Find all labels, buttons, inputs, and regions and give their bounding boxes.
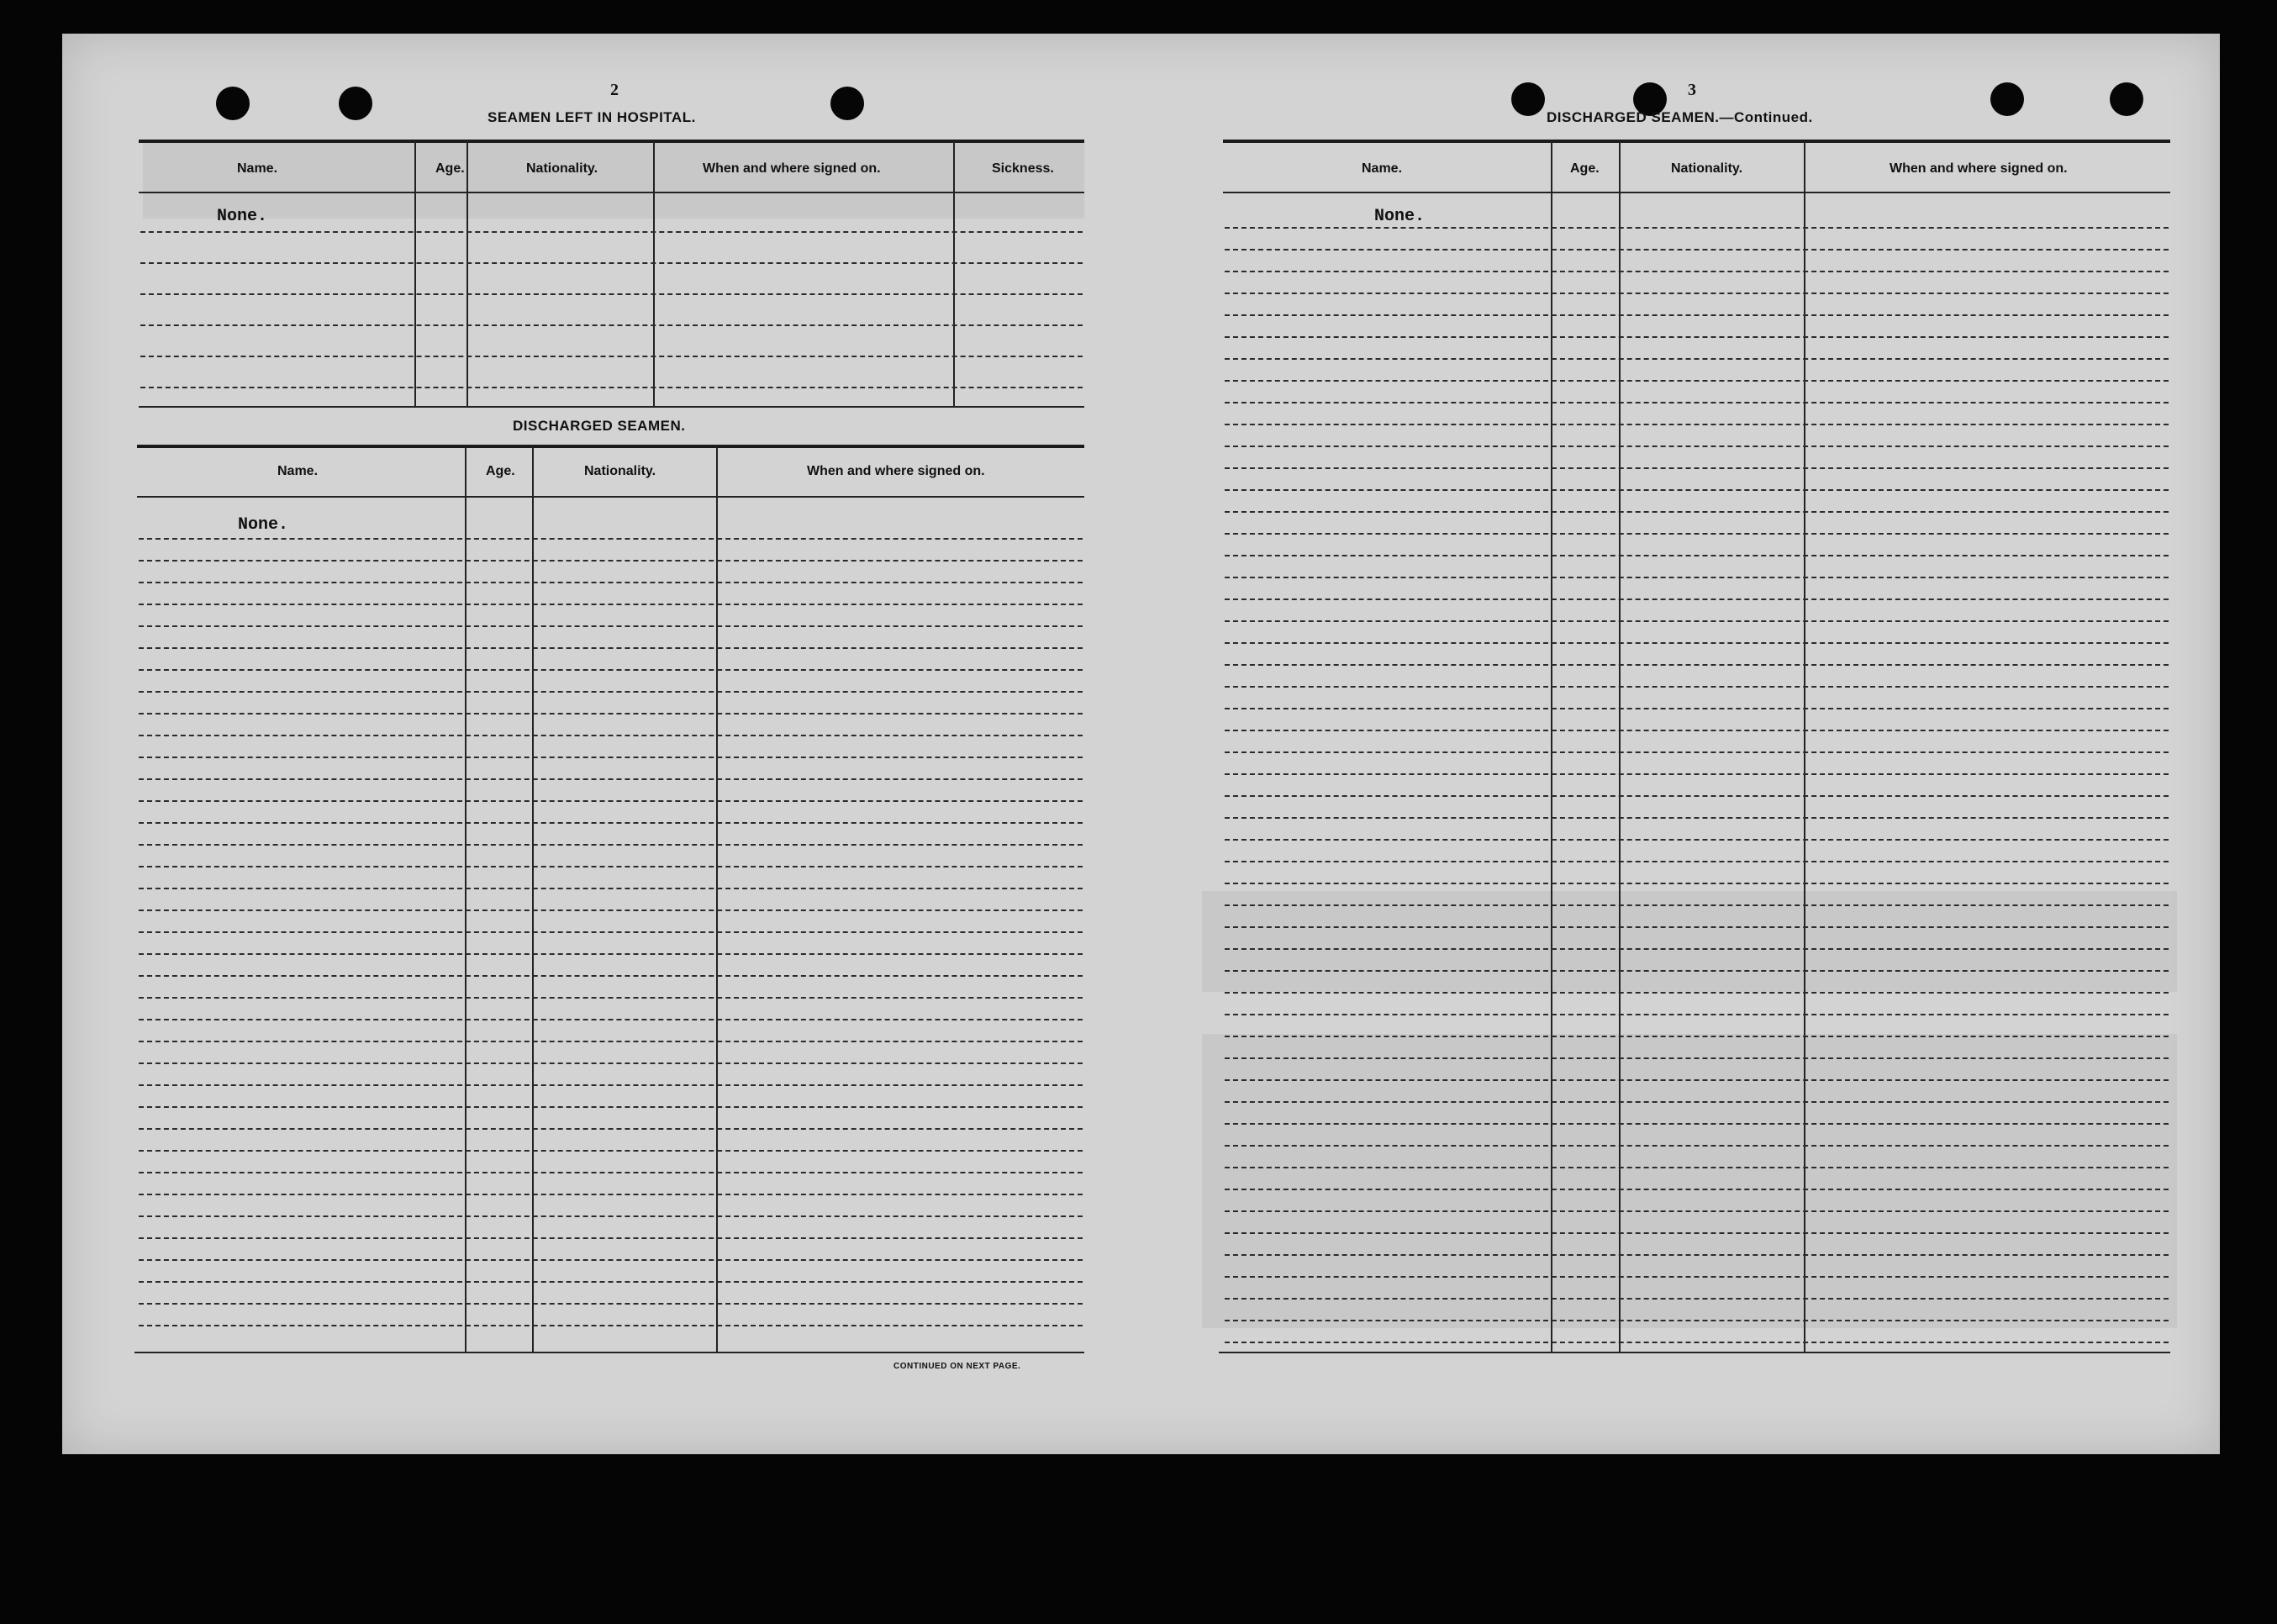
ruled-line xyxy=(139,844,1083,846)
ruled-line xyxy=(1225,664,2169,666)
ruled-line xyxy=(1225,992,2169,994)
ruled-line xyxy=(139,1019,1083,1020)
ruled-line xyxy=(139,866,1083,867)
binder-hole xyxy=(830,87,864,120)
ruled-line xyxy=(140,324,1083,326)
discharged-col-nationality: Nationality. xyxy=(584,464,656,478)
ruled-line xyxy=(1225,227,2169,229)
ruled-line xyxy=(1225,446,2169,447)
discharged-table-header-rule xyxy=(137,496,1084,498)
ruled-line xyxy=(1225,577,2169,578)
ruled-line xyxy=(139,1237,1083,1239)
ruled-line xyxy=(139,1084,1083,1086)
ruled-line xyxy=(1225,948,2169,950)
hospital-col-divider xyxy=(653,141,655,406)
hospital-col-name: Name. xyxy=(237,161,278,176)
ruled-line xyxy=(139,1259,1083,1261)
ruled-line xyxy=(140,387,1083,388)
continued-col-divider xyxy=(1804,141,1805,1352)
ruled-line xyxy=(139,800,1083,802)
ruled-line xyxy=(1225,271,2169,272)
ruled-line xyxy=(1225,620,2169,622)
hospital-col-nationality: Nationality. xyxy=(526,161,598,176)
continued-col-age: Age. xyxy=(1570,161,1600,176)
ruled-line xyxy=(1225,1298,2169,1300)
ruled-line xyxy=(1225,1342,2169,1343)
ruled-line xyxy=(1225,1189,2169,1190)
discharged-table-top-rule xyxy=(137,445,1084,448)
continued-table-header-rule xyxy=(1223,192,2170,193)
ruled-line xyxy=(1225,467,2169,469)
ruled-line xyxy=(1225,1145,2169,1147)
hospital-section-title: SEAMEN LEFT IN HOSPITAL. xyxy=(488,109,696,125)
hospital-col-sickness: Sickness. xyxy=(992,161,1054,176)
ruled-line xyxy=(139,953,1083,955)
ruled-line xyxy=(139,538,1083,540)
ruled-line xyxy=(139,1303,1083,1305)
bleed-through-text xyxy=(1202,1034,2177,1328)
continued-table-bottom-rule xyxy=(1219,1352,2170,1353)
discharged-continued-title: DISCHARGED SEAMEN.—Continued. xyxy=(1547,109,1813,125)
ruled-line xyxy=(1225,730,2169,731)
ruled-line xyxy=(1225,380,2169,382)
hospital-table-header-rule xyxy=(139,192,1084,193)
ruled-line xyxy=(139,910,1083,911)
ruled-line xyxy=(1225,839,2169,841)
ruled-line xyxy=(139,757,1083,758)
ruled-line xyxy=(1225,249,2169,250)
ruled-line xyxy=(139,997,1083,999)
ruled-line xyxy=(1225,883,2169,884)
discharged-table-bottom-rule xyxy=(134,1352,1084,1353)
bleed-through-text xyxy=(143,143,1084,219)
ruled-line xyxy=(139,625,1083,627)
ruled-line xyxy=(139,1106,1083,1108)
discharged-section-title: DISCHARGED SEAMEN. xyxy=(513,418,686,434)
page-number-left: 2 xyxy=(610,81,619,99)
hospital-col-divider xyxy=(414,141,416,406)
ruled-line xyxy=(139,560,1083,562)
ruled-line xyxy=(1225,817,2169,819)
ruled-line xyxy=(139,1215,1083,1217)
ruled-line xyxy=(1225,926,2169,928)
ruled-line xyxy=(1225,1079,2169,1081)
ruled-line xyxy=(1225,598,2169,600)
ruled-line xyxy=(1225,1276,2169,1278)
hospital-entry-name: None. xyxy=(217,207,268,226)
binder-hole xyxy=(1990,82,2024,116)
ruled-line xyxy=(139,1041,1083,1042)
ruled-line xyxy=(139,647,1083,649)
ruled-line xyxy=(1225,1210,2169,1212)
hospital-table-top-rule xyxy=(139,140,1084,143)
ruled-line xyxy=(1225,861,2169,862)
hospital-col-divider xyxy=(953,141,955,406)
continued-col-nationality: Nationality. xyxy=(1671,161,1743,176)
ruled-line xyxy=(139,1194,1083,1195)
ruled-line xyxy=(140,356,1083,357)
discharged-col-age: Age. xyxy=(486,464,515,478)
ruled-line xyxy=(139,975,1083,977)
ruled-line xyxy=(140,293,1083,295)
ruled-line xyxy=(1225,402,2169,403)
ruled-line xyxy=(139,1172,1083,1173)
continued-col-divider xyxy=(1619,141,1621,1352)
ruled-line xyxy=(1225,970,2169,972)
ruled-line xyxy=(1225,773,2169,775)
ruled-line xyxy=(139,713,1083,714)
ruled-line xyxy=(139,888,1083,889)
continued-table-top-rule xyxy=(1223,140,2170,143)
ruled-line xyxy=(1225,1232,2169,1234)
ruled-line xyxy=(1225,1167,2169,1168)
hospital-col-divider xyxy=(466,141,468,406)
binder-hole xyxy=(339,87,372,120)
ruled-line xyxy=(1225,1036,2169,1037)
ruled-line xyxy=(1225,489,2169,491)
ruled-line xyxy=(1225,1254,2169,1256)
ruled-line xyxy=(1225,708,2169,709)
discharged-col-signed-on: When and where signed on. xyxy=(807,464,985,478)
ruled-line xyxy=(139,822,1083,824)
ruled-line xyxy=(139,735,1083,736)
ruled-line xyxy=(1225,1014,2169,1015)
ruled-line xyxy=(139,1128,1083,1130)
hospital-table-bottom-rule xyxy=(139,406,1084,408)
ruled-line xyxy=(1225,336,2169,338)
binder-hole xyxy=(216,87,250,120)
ruled-line xyxy=(139,1150,1083,1152)
ruled-line xyxy=(1225,511,2169,513)
ruled-line xyxy=(1225,904,2169,906)
ruled-line xyxy=(1225,795,2169,797)
ruled-line xyxy=(140,231,1083,233)
ruled-line xyxy=(1225,314,2169,316)
ruled-line xyxy=(1225,686,2169,688)
ruled-line xyxy=(139,604,1083,605)
ruled-line xyxy=(139,669,1083,671)
ruled-line xyxy=(1225,358,2169,360)
ruled-line xyxy=(139,931,1083,933)
page-number-right: 3 xyxy=(1688,81,1696,99)
continued-entry-name: None. xyxy=(1374,207,1426,226)
ruled-line xyxy=(1225,642,2169,644)
ruled-line xyxy=(139,778,1083,780)
continued-note: CONTINUED ON NEXT PAGE. xyxy=(893,1362,1021,1371)
ruled-line xyxy=(1225,293,2169,294)
continued-col-name: Name. xyxy=(1362,161,1403,176)
continued-col-signed-on: When and where signed on. xyxy=(1890,161,2068,176)
ruled-line xyxy=(139,1281,1083,1283)
bleed-through-text xyxy=(1202,891,2177,992)
ruled-line xyxy=(139,1062,1083,1064)
discharged-col-name: Name. xyxy=(277,464,319,478)
ruled-line xyxy=(1225,555,2169,556)
ruled-line xyxy=(1225,751,2169,753)
ruled-line xyxy=(1225,1057,2169,1059)
ruled-line xyxy=(139,1325,1083,1326)
ruled-line xyxy=(139,582,1083,583)
ruled-line xyxy=(1225,424,2169,425)
ruled-line xyxy=(1225,1320,2169,1321)
ruled-line xyxy=(139,691,1083,693)
ruled-line xyxy=(1225,533,2169,535)
ruled-line xyxy=(1225,1101,2169,1103)
ruled-line xyxy=(140,262,1083,264)
binder-hole xyxy=(1511,82,1545,116)
binder-hole xyxy=(2110,82,2143,116)
hospital-col-age: Age. xyxy=(435,161,465,176)
continued-col-divider xyxy=(1551,141,1552,1352)
hospital-col-signed-on: When and where signed on. xyxy=(703,161,881,176)
discharged-entry-name: None. xyxy=(238,515,289,535)
ruled-line xyxy=(1225,1123,2169,1125)
